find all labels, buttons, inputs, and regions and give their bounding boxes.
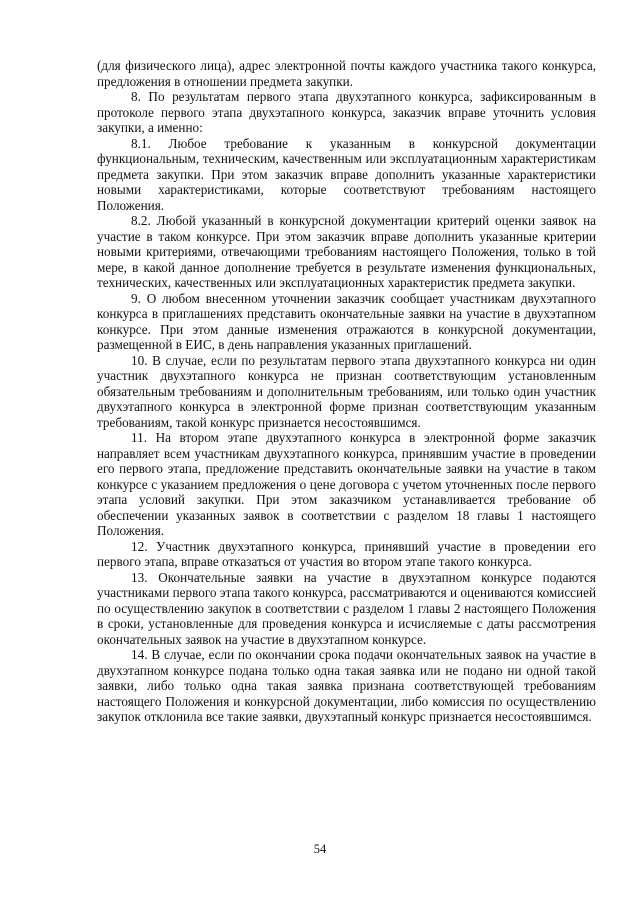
- paragraph-item-14: 14. В случае, если по окончании срока подачи окончательных заявок на участие в двухэтапном конкурсе подана только одна такая заявка или не подано ни одной такой заявки, либо только одна такая заявка признана соответствующей требованиям настоящего Положения и конкурсной документации, либо комиссия по осуществлению закупок отклонила все такие заявки, двухэтапный конкурс признается несостоявшимся.: [97, 647, 596, 724]
- paragraph-item-12: 12. Участник двухэтапного конкурса, принявший участие в проведении его первого этапа, вправе отказаться от участия во втором этапе такого конкурса.: [97, 538, 596, 569]
- page-number: 54: [313, 842, 327, 856]
- paragraph-item-9: 9. О любом внесенном уточнении заказчик сообщает участникам двухэтапного конкурса в приглашениях представить окончательные заявки на участие в двухэтапном конкурсе. При этом данные изменения отражаются в конкурсной документации, размещенной в ЕИС, в день направления указанных приглашений.: [97, 290, 596, 352]
- paragraph-item-8-2: 8.2. Любой указанный в конкурсной документации критерий оценки заявок на участие в таком конкурсе. При этом заказчик вправе дополнить указанные критерии новыми критериями, отвечающими требованиям настоящего Положения, только в той мере, в какой данное дополнение требуется в результате изменения функциональных, технических, качественных или эксплуатационных характеристик предмета закупки.: [97, 213, 596, 290]
- page-body: [97, 58, 596, 725]
- paragraph-continuation: (для физического лица), адрес электронной почты каждого участника такого конкурса, предложения в отношении предмета закупки.: [97, 58, 596, 89]
- paragraph-item-8-1: 8.1. Любое требование к указанным в конкурсной документации функциональным, техническим, качественным или эксплуатационным характеристикам предмета закупки. При этом заказчик вправе дополнить указанные характеристики новыми характеристиками, которые соответствуют требованиям настоящего Положения.: [97, 135, 596, 213]
- paragraph-item-11: 11. На втором этапе двухэтапного конкурса в электронной форме заказчик направляет всем участникам двухэтапного конкурса, принявшим участие в проведении его первого этапа, предложение представить окончательные заявки на участие в таком конкурсе с указанием предложения о цене договора с учетом уточненных после первого этапа условий закупки. При этом заказчиком устанавливается требование об обеспечении указанных заявок в соответствии с разделом 18 главы 1 настоящего Положения.: [97, 430, 596, 538]
- paragraph-item-10: 10. В случае, если по результатам первого этапа двухэтапного конкурса ни один участник двухэтапного конкурса не признан соответствующим установленным обязательным требованиям и дополнительным требованиям, или только один участник двухэтапного конкурса в электронной форме признан соответствующим указанным требованиям, такой конкурс признается несостоявшимся.: [97, 352, 596, 430]
- paragraph-item-13: 13. Окончательные заявки на участие в двухэтапном конкурсе подаются участниками первого этапа такого конкурса, рассматриваются и оцениваются комиссией по осуществлению закупок в соответствии с разделом 1 главы 2 настоящего Положения в сроки, установленные для проведения конкурса и исчисляемые с даты рассмотрения окончательных заявок на участие в двухэтапном конкурсе.: [97, 569, 596, 647]
- paragraph-item-8: 8. По результатам первого этапа двухэтапного конкурса, зафиксированным в протоколе первого этапа двухэтапного конкурса, заказчик вправе уточнить условия закупки, а именно:: [97, 89, 596, 135]
